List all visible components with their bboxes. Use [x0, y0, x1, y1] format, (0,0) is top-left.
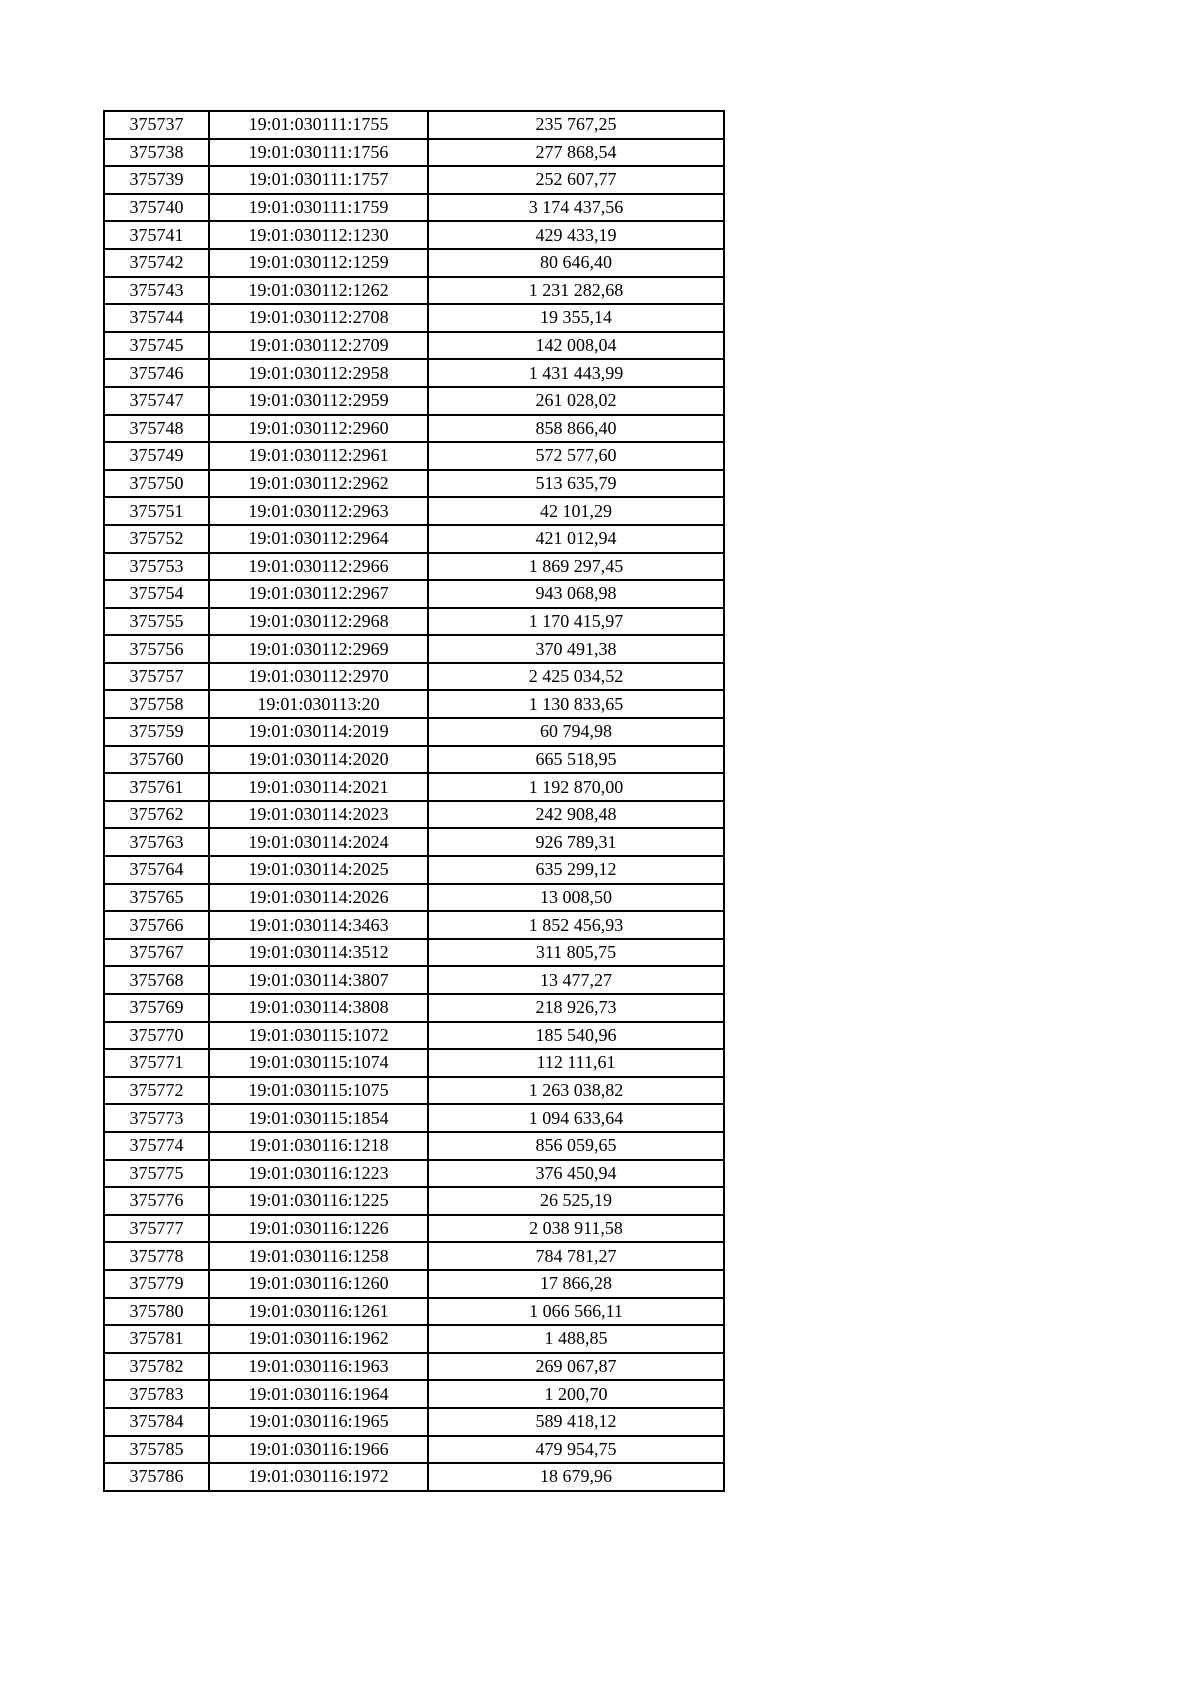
table-row	[104, 442, 724, 470]
table-row	[104, 304, 724, 332]
table-row	[104, 194, 724, 222]
cadastral-value-cell: 252 607,77	[428, 166, 724, 194]
row-number-cell: 375780	[104, 1298, 209, 1326]
cadastral-number-cell: 19:01:030112:2709	[209, 332, 428, 360]
cadastral-number-cell: 19:01:030114:3512	[209, 939, 428, 967]
cadastral-value-cell: 1 200,70	[428, 1380, 724, 1408]
row-number-cell: 375768	[104, 966, 209, 994]
row-number-cell: 375748	[104, 415, 209, 443]
cadastral-number-cell: 19:01:030112:2961	[209, 442, 428, 470]
cadastral-value-cell: 311 805,75	[428, 939, 724, 967]
cadastral-value-cell: 1 488,85	[428, 1325, 724, 1353]
table-row	[104, 828, 724, 856]
row-number-cell: 375740	[104, 194, 209, 222]
cadastral-value-cell: 572 577,60	[428, 442, 724, 470]
cadastral-value-cell: 513 635,79	[428, 470, 724, 498]
cadastral-value-cell: 269 067,87	[428, 1353, 724, 1381]
row-number-cell: 375743	[104, 277, 209, 305]
row-number-cell: 375783	[104, 1380, 209, 1408]
row-number-cell: 375766	[104, 911, 209, 939]
row-number-cell: 375764	[104, 856, 209, 884]
table-row	[104, 359, 724, 387]
cadastral-number-cell: 19:01:030116:1962	[209, 1325, 428, 1353]
cadastral-number-cell: 19:01:030112:2708	[209, 304, 428, 332]
row-number-cell: 375767	[104, 939, 209, 967]
cadastral-number-cell: 19:01:030115:1072	[209, 1022, 428, 1050]
table-row	[104, 994, 724, 1022]
cadastral-value-cell: 1 170 415,97	[428, 608, 724, 636]
cadastral-value-cell: 1 852 456,93	[428, 911, 724, 939]
row-number-cell: 375752	[104, 525, 209, 553]
cadastral-number-cell: 19:01:030112:2967	[209, 580, 428, 608]
cadastral-number-cell: 19:01:030112:2966	[209, 553, 428, 581]
row-number-cell: 375771	[104, 1049, 209, 1077]
table-row	[104, 1215, 724, 1243]
table-row	[104, 415, 724, 443]
cadastral-number-cell: 19:01:030112:2964	[209, 525, 428, 553]
row-number-cell: 375775	[104, 1160, 209, 1188]
row-number-cell: 375785	[104, 1436, 209, 1464]
cadastral-value-cell: 943 068,98	[428, 580, 724, 608]
table-row	[104, 470, 724, 498]
table-row	[104, 1160, 724, 1188]
cadastral-value-cell: 926 789,31	[428, 828, 724, 856]
table-row	[104, 1380, 724, 1408]
row-number-cell: 375776	[104, 1187, 209, 1215]
table-row	[104, 801, 724, 829]
cadastral-value-cell: 26 525,19	[428, 1187, 724, 1215]
table-row	[104, 525, 724, 553]
cadastral-value-cell: 784 781,27	[428, 1242, 724, 1270]
cadastral-number-cell: 19:01:030114:2023	[209, 801, 428, 829]
cadastral-value-cell: 2 038 911,58	[428, 1215, 724, 1243]
cadastral-number-cell: 19:01:030116:1260	[209, 1270, 428, 1298]
cadastral-value-cell: 1 431 443,99	[428, 359, 724, 387]
cadastral-number-cell: 19:01:030112:1230	[209, 221, 428, 249]
cadastral-value-cell: 142 008,04	[428, 332, 724, 360]
table-row	[104, 1022, 724, 1050]
row-number-cell: 375749	[104, 442, 209, 470]
table-row	[104, 387, 724, 415]
table-row	[104, 332, 724, 360]
cadastral-value-cell: 261 028,02	[428, 387, 724, 415]
cadastral-number-cell: 19:01:030114:2020	[209, 746, 428, 774]
table-row	[104, 1463, 724, 1491]
table-row	[104, 1353, 724, 1381]
row-number-cell: 375746	[104, 359, 209, 387]
cadastral-number-cell: 19:01:030114:2025	[209, 856, 428, 884]
cadastral-number-cell: 19:01:030112:2969	[209, 635, 428, 663]
cadastral-value-cell: 1 094 633,64	[428, 1104, 724, 1132]
row-number-cell: 375744	[104, 304, 209, 332]
row-number-cell: 375753	[104, 553, 209, 581]
table-row	[104, 497, 724, 525]
cadastral-number-cell: 19:01:030113:20	[209, 690, 428, 718]
table-row	[104, 1132, 724, 1160]
row-number-cell: 375739	[104, 166, 209, 194]
cadastral-number-cell: 19:01:030111:1757	[209, 166, 428, 194]
row-number-cell: 375747	[104, 387, 209, 415]
cadastral-value-cell: 18 679,96	[428, 1463, 724, 1491]
table-row	[104, 746, 724, 774]
table-row	[104, 1325, 724, 1353]
row-number-cell: 375762	[104, 801, 209, 829]
cadastral-value-cell: 856 059,65	[428, 1132, 724, 1160]
table-row	[104, 856, 724, 884]
cadastral-value-cell: 185 540,96	[428, 1022, 724, 1050]
cadastral-value-cell: 3 174 437,56	[428, 194, 724, 222]
cadastral-value-cell: 42 101,29	[428, 497, 724, 525]
row-number-cell: 375750	[104, 470, 209, 498]
cadastral-number-cell: 19:01:030114:3463	[209, 911, 428, 939]
cadastral-value-cell: 1 231 282,68	[428, 277, 724, 305]
cadastral-value-cell: 1 066 566,11	[428, 1298, 724, 1326]
cadastral-number-cell: 19:01:030112:2962	[209, 470, 428, 498]
row-number-cell: 375784	[104, 1408, 209, 1436]
table-row	[104, 221, 724, 249]
cadastral-value-cell: 429 433,19	[428, 221, 724, 249]
row-number-cell: 375777	[104, 1215, 209, 1243]
row-number-cell: 375774	[104, 1132, 209, 1160]
table-row	[104, 911, 724, 939]
cadastral-number-cell: 19:01:030116:1261	[209, 1298, 428, 1326]
row-number-cell: 375773	[104, 1104, 209, 1132]
cadastral-number-cell: 19:01:030116:1964	[209, 1380, 428, 1408]
table-row	[104, 1077, 724, 1105]
cadastral-number-cell: 19:01:030112:2963	[209, 497, 428, 525]
table-row	[104, 884, 724, 912]
row-number-cell: 375742	[104, 249, 209, 277]
row-number-cell: 375755	[104, 608, 209, 636]
cadastral-value-cell: 60 794,98	[428, 718, 724, 746]
row-number-cell: 375738	[104, 139, 209, 167]
row-number-cell: 375772	[104, 1077, 209, 1105]
cadastral-value-cell: 370 491,38	[428, 635, 724, 663]
row-number-cell: 375778	[104, 1242, 209, 1270]
row-number-cell: 375760	[104, 746, 209, 774]
cadastral-value-cell: 17 866,28	[428, 1270, 724, 1298]
cadastral-value-cell: 112 111,61	[428, 1049, 724, 1077]
cadastral-number-cell: 19:01:030114:2021	[209, 773, 428, 801]
table-row	[104, 1049, 724, 1077]
cadastral-value-cell: 479 954,75	[428, 1436, 724, 1464]
cadastral-value-cell: 218 926,73	[428, 994, 724, 1022]
cadastral-value-cell: 1 263 038,82	[428, 1077, 724, 1105]
cadastral-number-cell: 19:01:030116:1225	[209, 1187, 428, 1215]
cadastral-number-cell: 19:01:030112:2959	[209, 387, 428, 415]
cadastral-value-cell: 1 192 870,00	[428, 773, 724, 801]
cadastral-number-cell: 19:01:030111:1755	[209, 111, 428, 139]
table-row	[104, 690, 724, 718]
row-number-cell: 375756	[104, 635, 209, 663]
row-number-cell: 375782	[104, 1353, 209, 1381]
row-number-cell: 375737	[104, 111, 209, 139]
cadastral-number-cell: 19:01:030116:1966	[209, 1436, 428, 1464]
table-row	[104, 663, 724, 691]
cadastral-number-cell: 19:01:030112:2968	[209, 608, 428, 636]
row-number-cell: 375770	[104, 1022, 209, 1050]
row-number-cell: 375786	[104, 1463, 209, 1491]
cadastral-value-table	[103, 110, 725, 1492]
cadastral-number-cell: 19:01:030116:1963	[209, 1353, 428, 1381]
cadastral-value-cell: 665 518,95	[428, 746, 724, 774]
table-row	[104, 1104, 724, 1132]
row-number-cell: 375751	[104, 497, 209, 525]
cadastral-number-cell: 19:01:030116:1965	[209, 1408, 428, 1436]
cadastral-value-cell: 858 866,40	[428, 415, 724, 443]
row-number-cell: 375763	[104, 828, 209, 856]
cadastral-number-cell: 19:01:030111:1756	[209, 139, 428, 167]
cadastral-number-cell: 19:01:030112:1262	[209, 277, 428, 305]
cadastral-value-cell: 376 450,94	[428, 1160, 724, 1188]
row-number-cell: 375758	[104, 690, 209, 718]
cadastral-value-cell: 1 130 833,65	[428, 690, 724, 718]
table-row	[104, 966, 724, 994]
cadastral-number-cell: 19:01:030116:1223	[209, 1160, 428, 1188]
cadastral-value-cell: 242 908,48	[428, 801, 724, 829]
table-row	[104, 1242, 724, 1270]
table-row	[104, 1408, 724, 1436]
row-number-cell: 375761	[104, 773, 209, 801]
cadastral-number-cell: 19:01:030115:1075	[209, 1077, 428, 1105]
table-row	[104, 139, 724, 167]
cadastral-number-cell: 19:01:030116:1972	[209, 1463, 428, 1491]
table-row	[104, 939, 724, 967]
table-row	[104, 1436, 724, 1464]
cadastral-value-cell: 2 425 034,52	[428, 663, 724, 691]
cadastral-number-cell: 19:01:030116:1218	[209, 1132, 428, 1160]
cadastral-value-cell: 19 355,14	[428, 304, 724, 332]
cadastral-value-cell: 421 012,94	[428, 525, 724, 553]
cadastral-number-cell: 19:01:030115:1074	[209, 1049, 428, 1077]
table-row	[104, 166, 724, 194]
cadastral-number-cell: 19:01:030115:1854	[209, 1104, 428, 1132]
row-number-cell: 375759	[104, 718, 209, 746]
table-row	[104, 553, 724, 581]
table-body	[104, 111, 724, 1491]
cadastral-number-cell: 19:01:030112:2958	[209, 359, 428, 387]
cadastral-value-cell: 277 868,54	[428, 139, 724, 167]
table-row	[104, 773, 724, 801]
table-row	[104, 635, 724, 663]
table-row	[104, 1270, 724, 1298]
cadastral-number-cell: 19:01:030116:1226	[209, 1215, 428, 1243]
cadastral-value-cell: 1 869 297,45	[428, 553, 724, 581]
table-row	[104, 580, 724, 608]
row-number-cell: 375765	[104, 884, 209, 912]
table-row	[104, 111, 724, 139]
row-number-cell: 375754	[104, 580, 209, 608]
cadastral-number-cell: 19:01:030114:2019	[209, 718, 428, 746]
table-row	[104, 608, 724, 636]
cadastral-value-cell: 13 477,27	[428, 966, 724, 994]
cadastral-number-cell: 19:01:030114:2024	[209, 828, 428, 856]
table-row	[104, 1187, 724, 1215]
table-row	[104, 718, 724, 746]
cadastral-number-cell: 19:01:030111:1759	[209, 194, 428, 222]
row-number-cell: 375757	[104, 663, 209, 691]
cadastral-number-cell: 19:01:030114:2026	[209, 884, 428, 912]
cadastral-value-cell: 635 299,12	[428, 856, 724, 884]
cadastral-number-cell: 19:01:030114:3808	[209, 994, 428, 1022]
table-row	[104, 277, 724, 305]
cadastral-value-cell: 80 646,40	[428, 249, 724, 277]
row-number-cell: 375769	[104, 994, 209, 1022]
cadastral-value-cell: 235 767,25	[428, 111, 724, 139]
cadastral-number-cell: 19:01:030114:3807	[209, 966, 428, 994]
row-number-cell: 375779	[104, 1270, 209, 1298]
row-number-cell: 375741	[104, 221, 209, 249]
table-row	[104, 249, 724, 277]
row-number-cell: 375781	[104, 1325, 209, 1353]
cadastral-number-cell: 19:01:030112:2960	[209, 415, 428, 443]
table-row	[104, 1298, 724, 1326]
cadastral-value-cell: 589 418,12	[428, 1408, 724, 1436]
row-number-cell: 375745	[104, 332, 209, 360]
cadastral-number-cell: 19:01:030112:2970	[209, 663, 428, 691]
cadastral-value-cell: 13 008,50	[428, 884, 724, 912]
cadastral-number-cell: 19:01:030112:1259	[209, 249, 428, 277]
cadastral-number-cell: 19:01:030116:1258	[209, 1242, 428, 1270]
